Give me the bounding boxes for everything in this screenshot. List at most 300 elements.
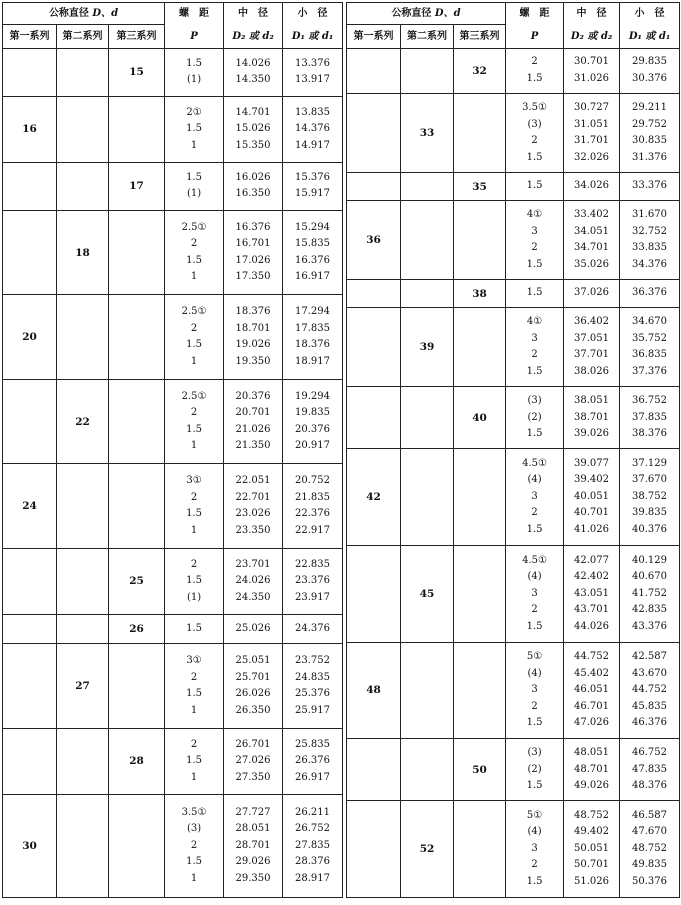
first-series-header: 第一系列 [3, 25, 57, 49]
pitch-cell [506, 173, 564, 201]
value-line: 4.5① [522, 554, 547, 566]
value-line: 49.026 [574, 780, 610, 792]
pitch-diameter-symbol: D₂ 或 d₂ [564, 25, 620, 49]
value-line: 35.026 [574, 258, 610, 270]
third-series-cell [454, 801, 506, 898]
value-line: 1.5 [526, 523, 543, 535]
second-series-cell [401, 280, 454, 308]
value-line: 1.5 [186, 423, 202, 435]
value-line: 26.752 [295, 823, 331, 835]
pitch-diameter-cell [564, 49, 620, 94]
first-series-cell [347, 49, 401, 94]
value-line: 14.376 [295, 123, 331, 135]
value-line: 46.376 [632, 717, 668, 729]
first-series-cell: 24 [3, 464, 57, 549]
value-line: 39.835 [632, 507, 668, 519]
value-line: 48.752 [574, 809, 610, 821]
third-series-cell [454, 642, 506, 739]
second-series-cell [57, 548, 109, 614]
value-line: 1.5 [186, 508, 202, 520]
pitch-diameter-cell [224, 162, 283, 210]
value-line: 15.917 [295, 188, 331, 200]
first-series-cell [3, 49, 57, 97]
minor-diameter-header: 小 径 [620, 3, 680, 25]
value-line: 25.835 [295, 738, 331, 750]
third-series-cell [109, 644, 165, 729]
minor-diameter-cell [620, 280, 680, 308]
pitch-cell [506, 280, 564, 308]
value-line: 4① [526, 209, 543, 221]
value-line: 21.350 [235, 440, 271, 452]
first-series-cell [347, 93, 401, 172]
value-line: 16.376 [295, 254, 331, 266]
value-line: 40.129 [632, 554, 668, 566]
value-line: 47.670 [632, 826, 668, 838]
value-line: 25.026 [235, 622, 271, 634]
pitch-diameter-cell [224, 210, 283, 295]
pitch-cell [506, 801, 564, 898]
value-line: (4) [527, 667, 542, 679]
value-line: 1 [190, 271, 198, 283]
value-line: 22.376 [295, 508, 331, 520]
pitch-cell [506, 546, 564, 643]
first-series-cell [3, 162, 57, 210]
pitch-cell [165, 548, 224, 614]
value-line: 1.5 [186, 123, 202, 135]
value-line: 23.376 [295, 575, 331, 587]
third-series-cell: 40 [454, 387, 506, 449]
first-series-cell: 20 [3, 295, 57, 380]
value-line: 4① [526, 316, 543, 328]
table-row [3, 644, 343, 729]
third-series-cell [454, 307, 506, 386]
pitch-cell [165, 644, 224, 729]
third-series-cell [109, 96, 165, 162]
value-line: 23.350 [235, 524, 271, 536]
value-line: 33.835 [632, 242, 668, 254]
pitch-diameter-cell [224, 464, 283, 549]
value-line: 38.026 [574, 365, 610, 377]
value-line: 34.051 [574, 225, 610, 237]
value-line: 35.752 [632, 332, 668, 344]
value-line: 25.376 [295, 688, 331, 700]
value-line: 42.835 [632, 604, 668, 616]
value-line: 24.376 [295, 622, 331, 634]
value-line: 1.5 [186, 755, 202, 767]
value-line: 2 [531, 700, 538, 712]
value-line: 34.026 [574, 180, 610, 192]
value-line: 22.917 [295, 524, 331, 536]
third-series-cell [454, 546, 506, 643]
second-series-header: 第二系列 [401, 25, 454, 49]
value-line: 48.701 [574, 763, 610, 775]
second-series-cell: 27 [57, 644, 109, 729]
value-line: 1.5 [526, 875, 543, 887]
first-series-cell [347, 739, 401, 801]
first-series-header: 第一系列 [347, 25, 401, 49]
table-row [3, 49, 343, 97]
value-line: 3 [531, 332, 538, 344]
pitch-symbol: P [165, 25, 224, 49]
value-line: 2 [531, 242, 538, 254]
value-line: 26.026 [235, 688, 271, 700]
minor-diameter-cell [283, 210, 343, 295]
first-series-cell [3, 614, 57, 643]
value-line: 17.026 [235, 254, 271, 266]
value-line: 23.701 [235, 558, 271, 570]
value-line: 1.5 [186, 171, 202, 183]
value-line: 3.5① [181, 806, 207, 818]
value-line: 1.5 [526, 365, 543, 377]
value-line: 1 [190, 771, 198, 783]
third-series-cell: 17 [109, 162, 165, 210]
value-line: 15.026 [235, 123, 271, 135]
third-series-cell [109, 464, 165, 549]
value-line: 50.051 [574, 842, 610, 854]
second-series-cell: 45 [401, 546, 454, 643]
table-row [3, 295, 343, 380]
value-line: 47.835 [632, 763, 668, 775]
pitch-diameter-cell [224, 644, 283, 729]
value-line: 27.835 [295, 839, 331, 851]
value-line: 2 [190, 322, 198, 334]
value-line: 40.051 [574, 490, 610, 502]
minor-diameter-cell [620, 546, 680, 643]
value-line: 32.752 [632, 225, 668, 237]
value-line: 38.376 [632, 428, 668, 440]
value-line: 24.350 [235, 591, 271, 603]
value-line: 19.026 [235, 339, 271, 351]
pitch-cell [506, 642, 564, 739]
value-line: 20.917 [295, 440, 331, 452]
value-line: 18.376 [295, 339, 331, 351]
third-series-cell [109, 295, 165, 380]
value-line: 31.376 [632, 151, 668, 163]
value-line: 40.376 [632, 523, 668, 535]
table-row [347, 387, 680, 449]
value-line: (1) [186, 188, 202, 200]
value-line: 42.587 [632, 651, 668, 663]
first-series-cell [347, 546, 401, 643]
value-line: 16.376 [235, 221, 271, 233]
value-line: 39.077 [574, 457, 610, 469]
third-series-cell [109, 210, 165, 295]
pitch-symbol: P [506, 25, 564, 49]
value-line: 2 [190, 671, 198, 683]
minor-diameter-cell [283, 548, 343, 614]
value-line: (3) [527, 747, 542, 759]
minor-diameter-symbol: D₁ 或 d₁ [620, 25, 680, 49]
second-series-cell [401, 49, 454, 94]
table-row [3, 379, 343, 464]
second-series-cell [401, 642, 454, 739]
pitch-cell [506, 49, 564, 94]
value-line: 20.752 [295, 475, 331, 487]
value-line: 23.917 [295, 591, 331, 603]
value-line: 37.026 [574, 287, 610, 299]
value-line: 37.051 [574, 332, 610, 344]
pitch-cell [165, 295, 224, 380]
value-line: 1 [190, 139, 198, 151]
value-line: 17.835 [295, 322, 331, 334]
minor-diameter-cell [283, 795, 343, 898]
pitch-diameter-header: 中 径 [564, 3, 620, 25]
value-line: 2 [190, 491, 198, 503]
value-line: 22.835 [295, 558, 331, 570]
table-row [3, 614, 343, 643]
value-line: 42.077 [574, 554, 610, 566]
pitch-diameter-cell [564, 642, 620, 739]
table-row [347, 642, 680, 739]
value-line: (3) [527, 395, 542, 407]
pitch-diameter-cell [564, 307, 620, 386]
second-series-cell [57, 96, 109, 162]
pitch-cell [165, 795, 224, 898]
value-line: 29.211 [632, 102, 668, 114]
value-line: 2 [531, 859, 538, 871]
value-line: 24.835 [295, 671, 331, 683]
value-line: 27.350 [235, 771, 271, 783]
value-line: 27.026 [235, 755, 271, 767]
pitch-diameter-cell [564, 93, 620, 172]
first-series-cell: 42 [347, 449, 401, 546]
value-line: 41.026 [574, 523, 610, 535]
table-right-half [346, 2, 680, 898]
table-row [3, 464, 343, 549]
value-line: 28.701 [235, 839, 271, 851]
value-line: 15.294 [295, 221, 331, 233]
value-line: 1.5 [186, 575, 202, 587]
value-line: 37.701 [574, 349, 610, 361]
value-line: (1) [186, 591, 202, 603]
value-line: 49.402 [574, 826, 610, 838]
value-line: 43.701 [574, 604, 610, 616]
third-series-cell: 32 [454, 49, 506, 94]
table-row [347, 739, 680, 801]
pitch-cell [506, 200, 564, 279]
value-line: 29.026 [235, 856, 271, 868]
value-line: 38.051 [574, 395, 610, 407]
value-line: 1.5 [526, 428, 543, 440]
second-series-cell [57, 162, 109, 210]
value-line: 31.670 [632, 209, 668, 221]
value-line: 39.402 [574, 474, 610, 486]
value-line: 48.752 [632, 842, 668, 854]
pitch-diameter-cell [224, 295, 283, 380]
value-line: 41.752 [632, 587, 668, 599]
second-series-cell: 18 [57, 210, 109, 295]
value-line: 2.5① [181, 390, 207, 402]
value-line: 1.5 [186, 57, 202, 69]
value-line: 44.752 [574, 651, 610, 663]
first-series-cell: 30 [3, 795, 57, 898]
second-series-header: 第二系列 [57, 25, 109, 49]
value-line: 18.376 [235, 306, 271, 318]
value-line: 30.727 [574, 102, 610, 114]
value-line: 1.5 [526, 287, 543, 299]
third-series-cell: 28 [109, 728, 165, 794]
pitch-diameter-cell [564, 801, 620, 898]
value-line: 15.376 [295, 171, 331, 183]
value-line: 17.350 [235, 271, 271, 283]
value-line: 43.051 [574, 587, 610, 599]
minor-diameter-cell [620, 49, 680, 94]
table-row [347, 280, 680, 308]
value-line: 1 [190, 872, 198, 884]
minor-diameter-cell [620, 801, 680, 898]
value-line: 47.026 [574, 717, 610, 729]
value-line: 16.701 [235, 238, 271, 250]
pitch-diameter-cell [224, 795, 283, 898]
value-line: (4) [527, 571, 542, 583]
value-line: (3) [186, 823, 202, 835]
value-line: 2 [531, 604, 538, 616]
value-line: 2① [186, 106, 202, 118]
pitch-diameter-cell [564, 387, 620, 449]
value-line: 16.917 [295, 271, 331, 283]
pitch-cell [165, 464, 224, 549]
pitch-diameter-cell [564, 200, 620, 279]
value-line: 3.5① [522, 102, 547, 114]
pitch-cell [165, 614, 224, 643]
value-line: 1 [190, 440, 198, 452]
pitch-diameter-cell [564, 546, 620, 643]
value-line: 51.026 [574, 875, 610, 887]
value-line: 26.701 [235, 738, 271, 750]
first-series-cell [347, 801, 401, 898]
value-line: 31.701 [574, 135, 610, 147]
value-line: 37.129 [632, 457, 668, 469]
value-line: 1.5 [186, 339, 202, 351]
value-line: 28.051 [235, 823, 271, 835]
value-line: 3 [531, 587, 538, 599]
table-row [347, 307, 680, 386]
value-line: 43.670 [632, 667, 668, 679]
value-line: 3 [531, 684, 538, 696]
table-row [347, 200, 680, 279]
value-line: 2 [190, 407, 198, 419]
pitch-header: 螺 距 [506, 3, 564, 25]
value-line: 31.026 [574, 72, 610, 84]
value-line: 23.752 [295, 655, 331, 667]
value-line: 19.350 [235, 355, 271, 367]
second-series-cell: 52 [401, 801, 454, 898]
thread-table [2, 2, 679, 898]
first-series-cell: 16 [3, 96, 57, 162]
value-line: 29.835 [632, 56, 668, 68]
value-line: 1 [190, 355, 198, 367]
third-series-header: 第三系列 [109, 25, 165, 49]
value-line: (3) [527, 118, 542, 130]
third-series-cell: 38 [454, 280, 506, 308]
nominal-diameter-header: 公称直径 D、d [347, 3, 506, 25]
value-line: 34.376 [632, 258, 668, 270]
minor-diameter-cell [283, 295, 343, 380]
value-line: 22.051 [235, 475, 271, 487]
third-series-cell: 50 [454, 739, 506, 801]
value-line: 2 [531, 507, 538, 519]
value-line: 40.701 [574, 507, 610, 519]
second-series-cell [57, 795, 109, 898]
value-line: 3 [531, 842, 538, 854]
value-line: 23.026 [235, 508, 271, 520]
table-row [3, 96, 343, 162]
value-line: 13.835 [295, 106, 331, 118]
value-line: 26.376 [295, 755, 331, 767]
value-line: 46.701 [574, 700, 610, 712]
value-line: 46.051 [574, 684, 610, 696]
pitch-cell [165, 728, 224, 794]
first-series-cell [347, 307, 401, 386]
value-line: 38.701 [574, 411, 610, 423]
value-line: 48.051 [574, 747, 610, 759]
value-line: 1.5 [526, 258, 543, 270]
value-line: 37.835 [632, 411, 668, 423]
pitch-cell [165, 210, 224, 295]
pitch-header: 螺 距 [165, 3, 224, 25]
minor-diameter-cell [620, 642, 680, 739]
second-series-cell [401, 739, 454, 801]
third-series-cell [454, 93, 506, 172]
value-line: 22.701 [235, 491, 271, 503]
value-line: 1.5 [186, 254, 202, 266]
value-line: 50.701 [574, 859, 610, 871]
value-line: 14.350 [235, 74, 271, 86]
value-line: 40.670 [632, 571, 668, 583]
value-line: 1.5 [526, 620, 543, 632]
value-line: 2 [531, 56, 538, 68]
value-line: 29.350 [235, 872, 271, 884]
pitch-cell [506, 739, 564, 801]
value-line: 37.670 [632, 474, 668, 486]
third-series-cell: 15 [109, 49, 165, 97]
value-line: (1) [186, 74, 202, 86]
table-row [3, 795, 343, 898]
pitch-cell [165, 49, 224, 97]
second-series-cell [401, 449, 454, 546]
table-row [3, 728, 343, 794]
table-row [347, 449, 680, 546]
value-line: 32.026 [574, 151, 610, 163]
value-line: 30.701 [574, 56, 610, 68]
table-row [347, 546, 680, 643]
value-line: (4) [527, 474, 542, 486]
value-line: 14.917 [295, 139, 331, 151]
pitch-diameter-cell [564, 449, 620, 546]
value-line: 25.917 [295, 704, 331, 716]
value-line: 36.835 [632, 349, 668, 361]
value-line: 48.376 [632, 780, 668, 792]
second-series-cell [401, 173, 454, 201]
third-series-cell: 35 [454, 173, 506, 201]
second-series-cell [401, 200, 454, 279]
second-series-cell [57, 614, 109, 643]
third-series-header: 第三系列 [454, 25, 506, 49]
pitch-diameter-cell [224, 49, 283, 97]
table-row [347, 93, 680, 172]
value-line: 26.211 [295, 806, 331, 818]
value-line: 2 [531, 135, 538, 147]
value-line: (2) [527, 763, 542, 775]
value-line: 5① [526, 651, 543, 663]
table-row [3, 210, 343, 295]
value-line: 33.376 [632, 180, 668, 192]
value-line: 15.350 [235, 139, 271, 151]
minor-diameter-cell [283, 162, 343, 210]
value-line: 36.376 [632, 287, 668, 299]
value-line: 37.376 [632, 365, 668, 377]
value-line: 18.917 [295, 355, 331, 367]
